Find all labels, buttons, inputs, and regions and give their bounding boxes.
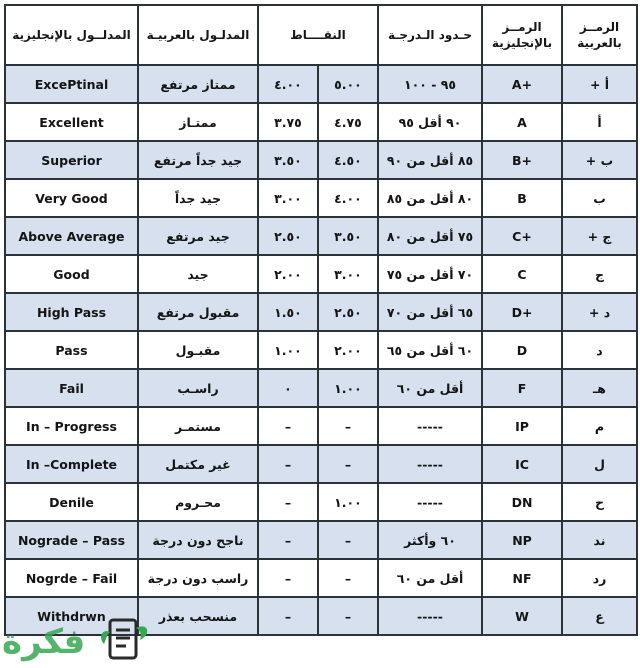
table-row xyxy=(5,217,637,255)
cell-ar-desc: ممتاز مرتفع xyxy=(138,65,258,103)
cell-points-2: ٣.٥٠ xyxy=(318,217,378,255)
cell-code-ar: ج xyxy=(562,255,637,293)
header-grade-range: حـدود الـدرجـة xyxy=(378,5,482,65)
table-row xyxy=(5,559,637,597)
header-row xyxy=(5,5,637,65)
cell-en-desc: In –Complete xyxy=(5,445,138,483)
cell-points-1: – xyxy=(258,483,318,521)
table-row xyxy=(5,331,637,369)
cell-points-1: ٤.٠٠ xyxy=(258,65,318,103)
cell-code-en: A xyxy=(482,103,562,141)
cell-ar-desc: راسب دون درجة xyxy=(138,559,258,597)
cell-en-desc: Pass xyxy=(5,331,138,369)
cell-ar-desc: جيد جداً xyxy=(138,179,258,217)
header-en-desc: المدلــول بالإنجليزية xyxy=(5,5,138,65)
cell-ar-desc: مقبـول xyxy=(138,331,258,369)
cell-en-desc: Denile xyxy=(5,483,138,521)
cell-en-desc: Above Average xyxy=(5,217,138,255)
cell-grade-range: ٨٥ أقل من ٩٠ xyxy=(378,141,482,179)
cell-ar-desc: منسحب بعذر xyxy=(138,597,258,635)
cell-points-1: ٣.٠٠ xyxy=(258,179,318,217)
cell-code-en: D+ xyxy=(482,293,562,331)
cell-points-1: ٢.٠٠ xyxy=(258,255,318,293)
cell-points-2: ٣.٠٠ xyxy=(318,255,378,293)
cell-grade-range: ----- xyxy=(378,597,482,635)
cell-code-en: W xyxy=(482,597,562,635)
table-row xyxy=(5,483,637,521)
cell-code-en: DN xyxy=(482,483,562,521)
cell-grade-range: ٧٠ أقل من ٧٥ xyxy=(378,255,482,293)
cell-grade-range: ----- xyxy=(378,407,482,445)
cell-ar-desc: مستمـر xyxy=(138,407,258,445)
watermark-text: فكرة xyxy=(2,622,86,662)
cell-points-1: – xyxy=(258,445,318,483)
table-row xyxy=(5,103,637,141)
cell-en-desc: Very Good xyxy=(5,179,138,217)
cell-en-desc: Fail xyxy=(5,369,138,407)
table-row xyxy=(5,407,637,445)
cell-grade-range: ٩٥ - ١٠٠ xyxy=(378,65,482,103)
cell-points-2: ٤.٧٥ xyxy=(318,103,378,141)
document-leaf-icon xyxy=(96,614,154,664)
cell-points-1: ١.٥٠ xyxy=(258,293,318,331)
cell-ar-desc: جيد xyxy=(138,255,258,293)
cell-ar-desc: راسـب xyxy=(138,369,258,407)
cell-grade-range: ٦٠ وأكثر xyxy=(378,521,482,559)
cell-points-2: ١.٠٠ xyxy=(318,483,378,521)
cell-code-en: IP xyxy=(482,407,562,445)
cell-ar-desc: محـروم xyxy=(138,483,258,521)
cell-en-desc: In – Progress xyxy=(5,407,138,445)
cell-ar-desc: ناجح دون درجة xyxy=(138,521,258,559)
cell-code-ar: هـ xyxy=(562,369,637,407)
cell-en-desc: Good xyxy=(5,255,138,293)
cell-ar-desc: غير مكتمل xyxy=(138,445,258,483)
cell-ar-desc: جيد جداً مرتفع xyxy=(138,141,258,179)
cell-en-desc: High Pass xyxy=(5,293,138,331)
cell-code-en: A+ xyxy=(482,65,562,103)
cell-ar-desc: ممتـاز xyxy=(138,103,258,141)
cell-points-2: ٤.٠٠ xyxy=(318,179,378,217)
cell-code-ar: ل xyxy=(562,445,637,483)
cell-code-en: D xyxy=(482,331,562,369)
cell-points-1: – xyxy=(258,407,318,445)
cell-code-ar: أ + xyxy=(562,65,637,103)
cell-points-2: ١.٠٠ xyxy=(318,369,378,407)
cell-en-desc: Superior xyxy=(5,141,138,179)
cell-en-desc: Withdrwn xyxy=(5,597,138,635)
table-row xyxy=(5,179,637,217)
cell-grade-range: ----- xyxy=(378,445,482,483)
cell-grade-range: أقل من ٦٠ xyxy=(378,369,482,407)
cell-code-ar: ب xyxy=(562,179,637,217)
cell-points-1: – xyxy=(258,521,318,559)
cell-en-desc: Excellent xyxy=(5,103,138,141)
cell-grade-range: ٦٥ أقل من ٧٠ xyxy=(378,293,482,331)
cell-points-1: – xyxy=(258,597,318,635)
cell-grade-range: ٧٥ أقل من ٨٠ xyxy=(378,217,482,255)
cell-points-1: ٣.٥٠ xyxy=(258,141,318,179)
cell-points-2: ٥.٠٠ xyxy=(318,65,378,103)
cell-code-ar: ع xyxy=(562,597,637,635)
cell-ar-desc: مقبول مرتفع xyxy=(138,293,258,331)
cell-code-ar: د xyxy=(562,331,637,369)
cell-points-2: ٢.٥٠ xyxy=(318,293,378,331)
cell-points-2: – xyxy=(318,407,378,445)
cell-ar-desc: جيد مرتفع xyxy=(138,217,258,255)
cell-code-ar: م xyxy=(562,407,637,445)
cell-en-desc: ExcePtinal xyxy=(5,65,138,103)
cell-code-en: B xyxy=(482,179,562,217)
table-row xyxy=(5,255,637,293)
cell-code-ar: رد xyxy=(562,559,637,597)
cell-code-en: IC xyxy=(482,445,562,483)
cell-en-desc: Nogrde – Fail xyxy=(5,559,138,597)
cell-points-1: ٣.٧٥ xyxy=(258,103,318,141)
header-ar-desc: المدلـول بالعربيـة xyxy=(138,5,258,65)
cell-points-2: ٤.٥٠ xyxy=(318,141,378,179)
table-row xyxy=(5,141,637,179)
header-points: النقــــاط xyxy=(258,5,378,65)
cell-code-ar: ح xyxy=(562,483,637,521)
cell-grade-range: ٨٠ أقل من ٨٥ xyxy=(378,179,482,217)
cell-code-ar: د + xyxy=(562,293,637,331)
cell-points-2: ٢.٠٠ xyxy=(318,331,378,369)
cell-grade-range: ٦٠ أقل من ٦٥ xyxy=(378,331,482,369)
cell-code-en: NP xyxy=(482,521,562,559)
cell-points-1: – xyxy=(258,559,318,597)
cell-code-en: C+ xyxy=(482,217,562,255)
cell-code-ar: أ xyxy=(562,103,637,141)
cell-points-2: – xyxy=(318,559,378,597)
watermark xyxy=(0,608,158,664)
table-row xyxy=(5,521,637,559)
cell-code-en: NF xyxy=(482,559,562,597)
table-row xyxy=(5,445,637,483)
cell-points-2: – xyxy=(318,597,378,635)
table-row xyxy=(5,293,637,331)
grading-table xyxy=(4,4,638,636)
cell-points-1: ١.٠٠ xyxy=(258,331,318,369)
cell-code-en: F xyxy=(482,369,562,407)
cell-code-en: C xyxy=(482,255,562,293)
cell-code-ar: ج + xyxy=(562,217,637,255)
cell-grade-range: ----- xyxy=(378,483,482,521)
cell-points-2: – xyxy=(318,445,378,483)
cell-points-1: ٠ xyxy=(258,369,318,407)
cell-code-ar: ب + xyxy=(562,141,637,179)
cell-points-1: ٢.٥٠ xyxy=(258,217,318,255)
cell-grade-range: ٩٠ أقل ٩٥ xyxy=(378,103,482,141)
cell-points-2: – xyxy=(318,521,378,559)
header-code-ar: الرمــز بالعربية xyxy=(562,5,637,65)
header-code-en: الرمــز بالإنجليزية xyxy=(482,5,562,65)
cell-grade-range: أقل من ٦٠ xyxy=(378,559,482,597)
cell-en-desc: Nograde – Pass xyxy=(5,521,138,559)
table-row xyxy=(5,369,637,407)
cell-code-en: B+ xyxy=(482,141,562,179)
table-row xyxy=(5,65,637,103)
cell-code-ar: ند xyxy=(562,521,637,559)
